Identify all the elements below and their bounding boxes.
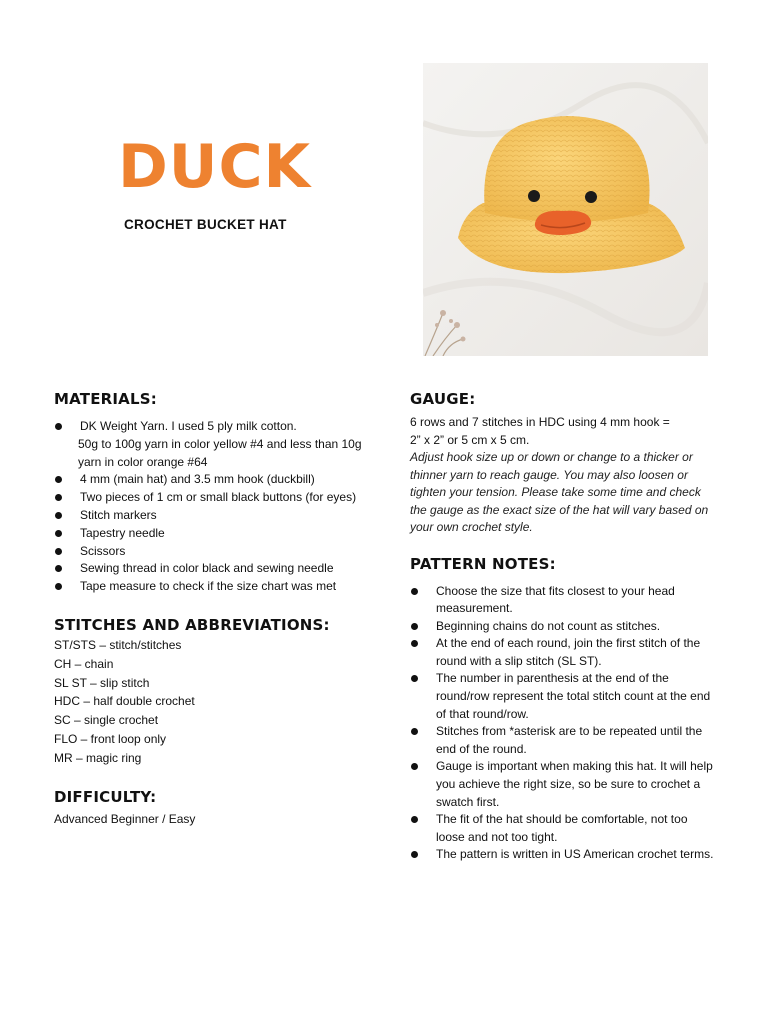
list-item: Scissors [54,543,374,561]
list-item: ST/STS – stitch/stitches [54,637,182,652]
list-item-continuation: yarn in color orange #64 [78,454,208,469]
bullet-icon [411,623,418,630]
list-item: Sewing thread in color black and sewing needle [54,560,374,578]
bullet-icon [411,640,418,647]
list-item: Tape measure to check if the size chart was met [54,578,374,596]
list-item: 4 mm (main hat) and 3.5 mm hook (duckbill) [54,471,374,489]
stitches-heading: STITCHES AND ABBREVIATIONS: [54,615,330,634]
list-item: The number in parenthesis at the end of the round/row represent the total stitch count at the end of that round/row. [410,670,714,723]
difficulty-heading: DIFFICULTY: [54,787,157,806]
pattern-notes-list [410,583,720,865]
list-item: Stitches from *asterisk are to be repeated until the end of the round. [410,723,714,758]
list-item: Beginning chains do not count as stitches. [410,618,714,636]
duck-hat-photo [423,63,708,356]
list-item: At the end of each round, join the first stitch of the round with a slip stitch (SL ST). [410,635,714,670]
gauge-line-1: 6 rows and 7 stitches in HDC using 4 mm hook = [410,415,670,429]
duck-hat-illustration [423,63,708,356]
list-item: Tapestry needle [54,525,374,543]
list-item: The fit of the hat should be comfortable, not too loose and not too tight. [410,811,714,846]
bullet-icon [411,675,418,682]
bullet-icon [55,548,62,555]
bullet-icon [55,512,62,519]
page-subtitle: CROCHET BUCKET HAT [124,217,287,232]
gauge-line-2: 2” x 2” or 5 cm x 5 cm. [410,432,530,447]
right-column [410,390,720,864]
list-item: HDC – half double crochet [54,694,195,709]
list-item: Choose the size that fits closest to your head measurement. [410,583,714,618]
left-column [54,390,374,828]
bullet-icon [411,816,418,823]
list-item: SL ST – slip stitch [54,675,150,690]
list-item: CH – chain [54,656,114,671]
bullet-icon [55,423,62,430]
materials-heading: MATERIALS: [54,390,157,408]
difficulty-value: Advanced Beginner / Easy [54,811,196,826]
gauge-heading: GAUGE: [410,390,476,408]
bullet-icon [55,583,62,590]
list-item-continuation: 50g to 100g yarn in color yellow #4 and less than 10g [78,436,362,451]
list-item: Stitch markers [54,507,374,525]
list-item: The pattern is written in US American crochet terms. [410,846,714,864]
list-item: DK Weight Yarn. I used 5 ply milk cotton. [54,418,374,436]
bullet-icon [55,476,62,483]
list-item: Two pieces of 1 cm or small black buttons (for eyes) [54,489,374,507]
materials-list [54,418,374,596]
gauge-note: Adjust hook size up or down or change to a thicker or thinner yarn to reach gauge. You may also loosen or tighten your tension. Please take some time and check the gauge as the exact size of the hat will vary based on your own crochet style. [410,450,709,534]
pattern-notes-heading: PATTERN NOTES: [410,554,556,573]
list-item: FLO – front loop only [54,731,167,746]
bullet-icon [411,728,418,735]
bullet-icon [55,494,62,501]
bullet-icon [55,530,62,537]
bullet-icon [411,851,418,858]
bullet-icon [411,763,418,770]
list-item: Gauge is important when making this hat. It will help you achieve the right size, so be sure to crochet a swatch first. [410,758,714,811]
bullet-icon [55,565,62,572]
page-title: DUCK [118,132,312,202]
bullet-icon [411,588,418,595]
list-item: MR – magic ring [54,750,142,765]
list-item: SC – single crochet [54,713,159,728]
stitches-list [54,636,374,768]
